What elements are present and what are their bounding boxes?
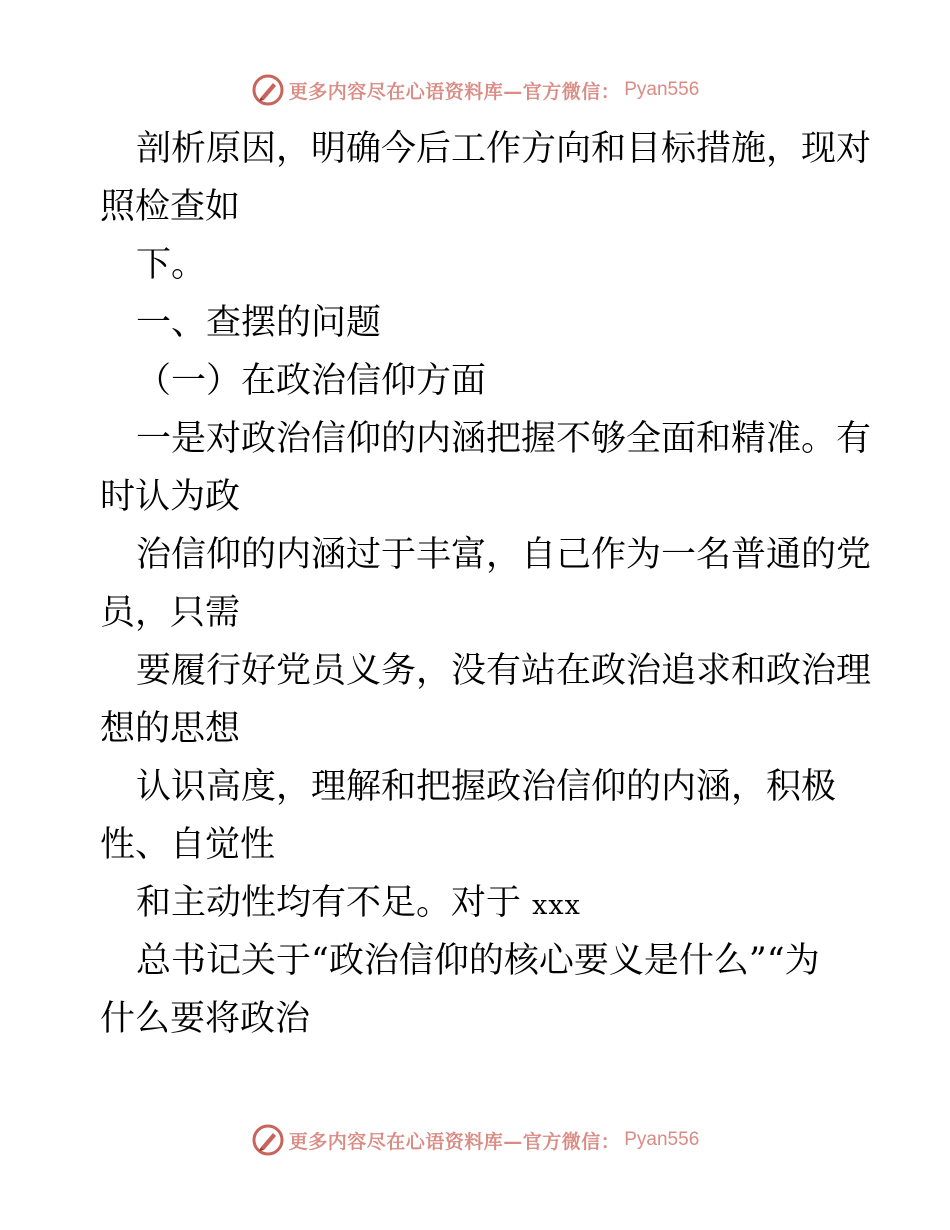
paragraph-line-text: 和主动性均有不足。对于 — [136, 883, 533, 923]
watermark-text: 更多内容尽在心语资料库—官方微信： — [288, 80, 621, 103]
document-body — [100, 120, 872, 1048]
paragraph-line: 治信仰的内涵过于丰富，自己作为一名普通的党 — [136, 535, 872, 575]
paragraph-line: 什么要将政治 — [100, 999, 311, 1039]
paragraph-line: 要履行好党员义务，没有站在政治追求和政治理 — [136, 651, 872, 691]
watermark-wechat-id: Pyan556 — [624, 79, 700, 100]
paragraph-line: 性、自觉性 — [100, 825, 276, 865]
pen-logo-icon — [251, 1123, 285, 1157]
watermark-wechat-id: Pyan556 — [624, 1129, 700, 1150]
pen-logo-icon — [251, 73, 285, 107]
footer-watermark — [0, 1120, 950, 1160]
paragraph-line: 一是对政治信仰的内涵把握不够全面和精准。有 — [136, 419, 872, 459]
paragraph-line: 剖析原因，明确今后工作方向和目标措施，现对 — [136, 129, 872, 169]
watermark-text: 更多内容尽在心语资料库—官方微信： — [288, 1130, 621, 1153]
paragraph-line: 下。 — [136, 245, 207, 285]
paragraph-line: 时认为政 — [100, 477, 241, 517]
paragraph-line: 照检查如 — [100, 187, 241, 227]
paragraph-line — [100, 874, 860, 932]
paragraph-line: 员，只需 — [100, 593, 241, 633]
placeholder-name: xxx — [532, 890, 581, 921]
paragraph-line: 想的思想 — [100, 709, 241, 749]
subsection-heading: （一）在政治信仰方面 — [136, 361, 487, 401]
paragraph-line: 总书记关于“政治信仰的核心要义是什么”“为 — [136, 941, 820, 981]
section-heading: 一、查摆的问题 — [136, 303, 382, 343]
header-watermark — [0, 70, 950, 110]
paragraph-line: 认识高度，理解和把握政治信仰的内涵，积极 — [136, 767, 837, 807]
